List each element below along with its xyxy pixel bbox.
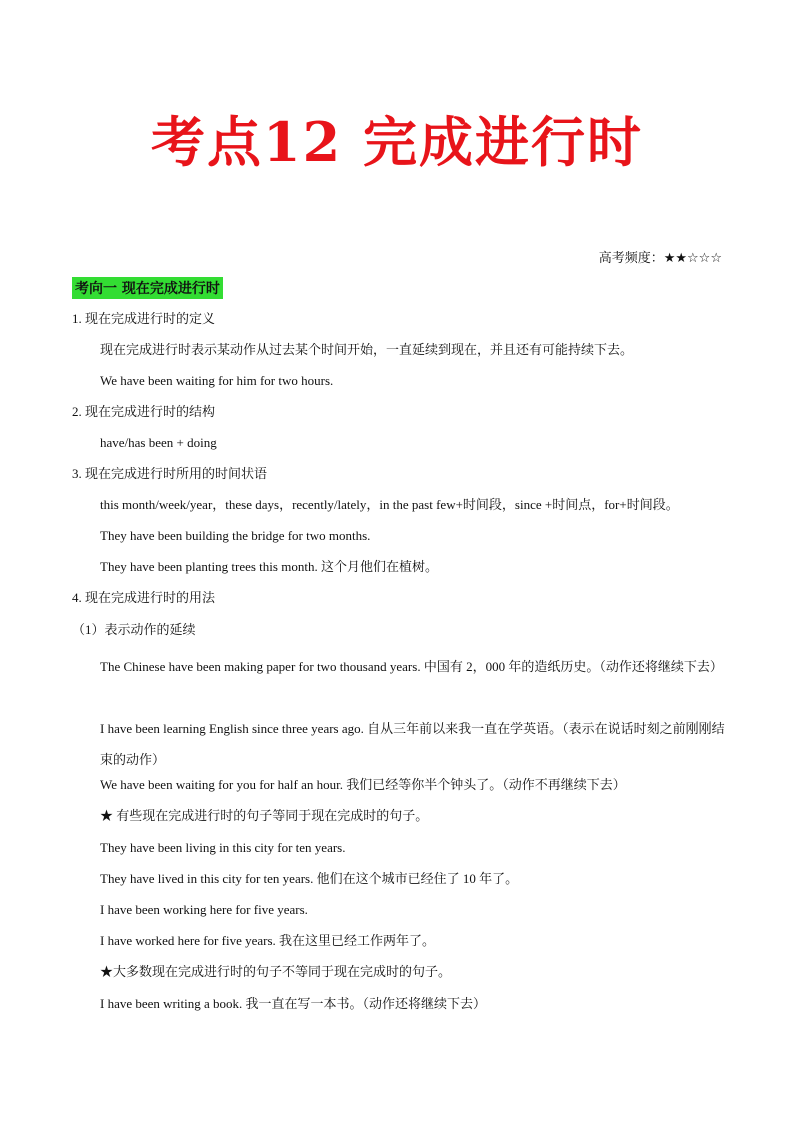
subheading-structure: 2. 现在完成进行时的结构 xyxy=(72,404,216,419)
frequency-rating: 高考频度：★★☆☆☆ xyxy=(598,251,722,266)
page-title: 考点12 完成进行时 xyxy=(151,110,643,174)
example-sentence: They have been living in this city for ten years. xyxy=(100,840,346,855)
subheading-usage: 4. 现在完成进行时的用法 xyxy=(72,590,216,605)
subheading-adverbials: 3. 现在完成进行时所用的时间状语 xyxy=(72,466,268,481)
example-sentence: They have lived in this city for ten years. 他们在这个城市已经住了 10 年了。 xyxy=(100,871,519,886)
note-star: ★大多数现在完成进行时的句子不等同于现在完成时的句子。 xyxy=(100,964,452,979)
formula: have/has been + doing xyxy=(100,435,217,450)
example-sentence: We have been waiting for you for half an hour. 我们已经等你半个钟头了。（动作不再继续下去） xyxy=(100,777,626,792)
example-sentence: I have worked here for five years. 我在这里已经工作两年了。 xyxy=(100,933,436,948)
example-sentence: I have been writing a book. 我一直在写一本书。（动作还将继续下去） xyxy=(100,996,486,1011)
example-sentence: I have been learning English since three years ago. 自从三年前以来我一直在学英语。（表示在说话时刻之前刚刚结束的动作） xyxy=(100,721,725,767)
subheading-definition: 1. 现在完成进行时的定义 xyxy=(72,311,216,326)
section-heading: 考向一 现在完成进行时 xyxy=(72,277,223,299)
example-sentence: The Chinese have been making paper for two thousand years. 中国有 2，000 年的造纸历史。（动作还将继续下去） xyxy=(100,659,723,674)
paragraph: this month/week/year，these days，recently/lately，in the past few+时间段，since +时间点，for+时间段。 xyxy=(100,497,679,512)
example-sentence: They have been planting trees this month. 这个月他们在植树。 xyxy=(100,559,438,574)
subheading-continuation: （1）表示动作的延续 xyxy=(72,622,196,637)
example-sentence: We have been waiting for him for two hours. xyxy=(100,373,334,388)
note-star: ★ 有些现在完成进行时的句子等同于现在完成时的句子。 xyxy=(100,808,429,823)
paragraph: 现在完成进行时表示某动作从过去某个时间开始，一直延续到现在，并且还有可能持续下去。 xyxy=(100,342,634,357)
example-sentence: I have been working here for five years. xyxy=(100,902,308,917)
example-sentence: They have been building the bridge for two months. xyxy=(100,528,371,543)
